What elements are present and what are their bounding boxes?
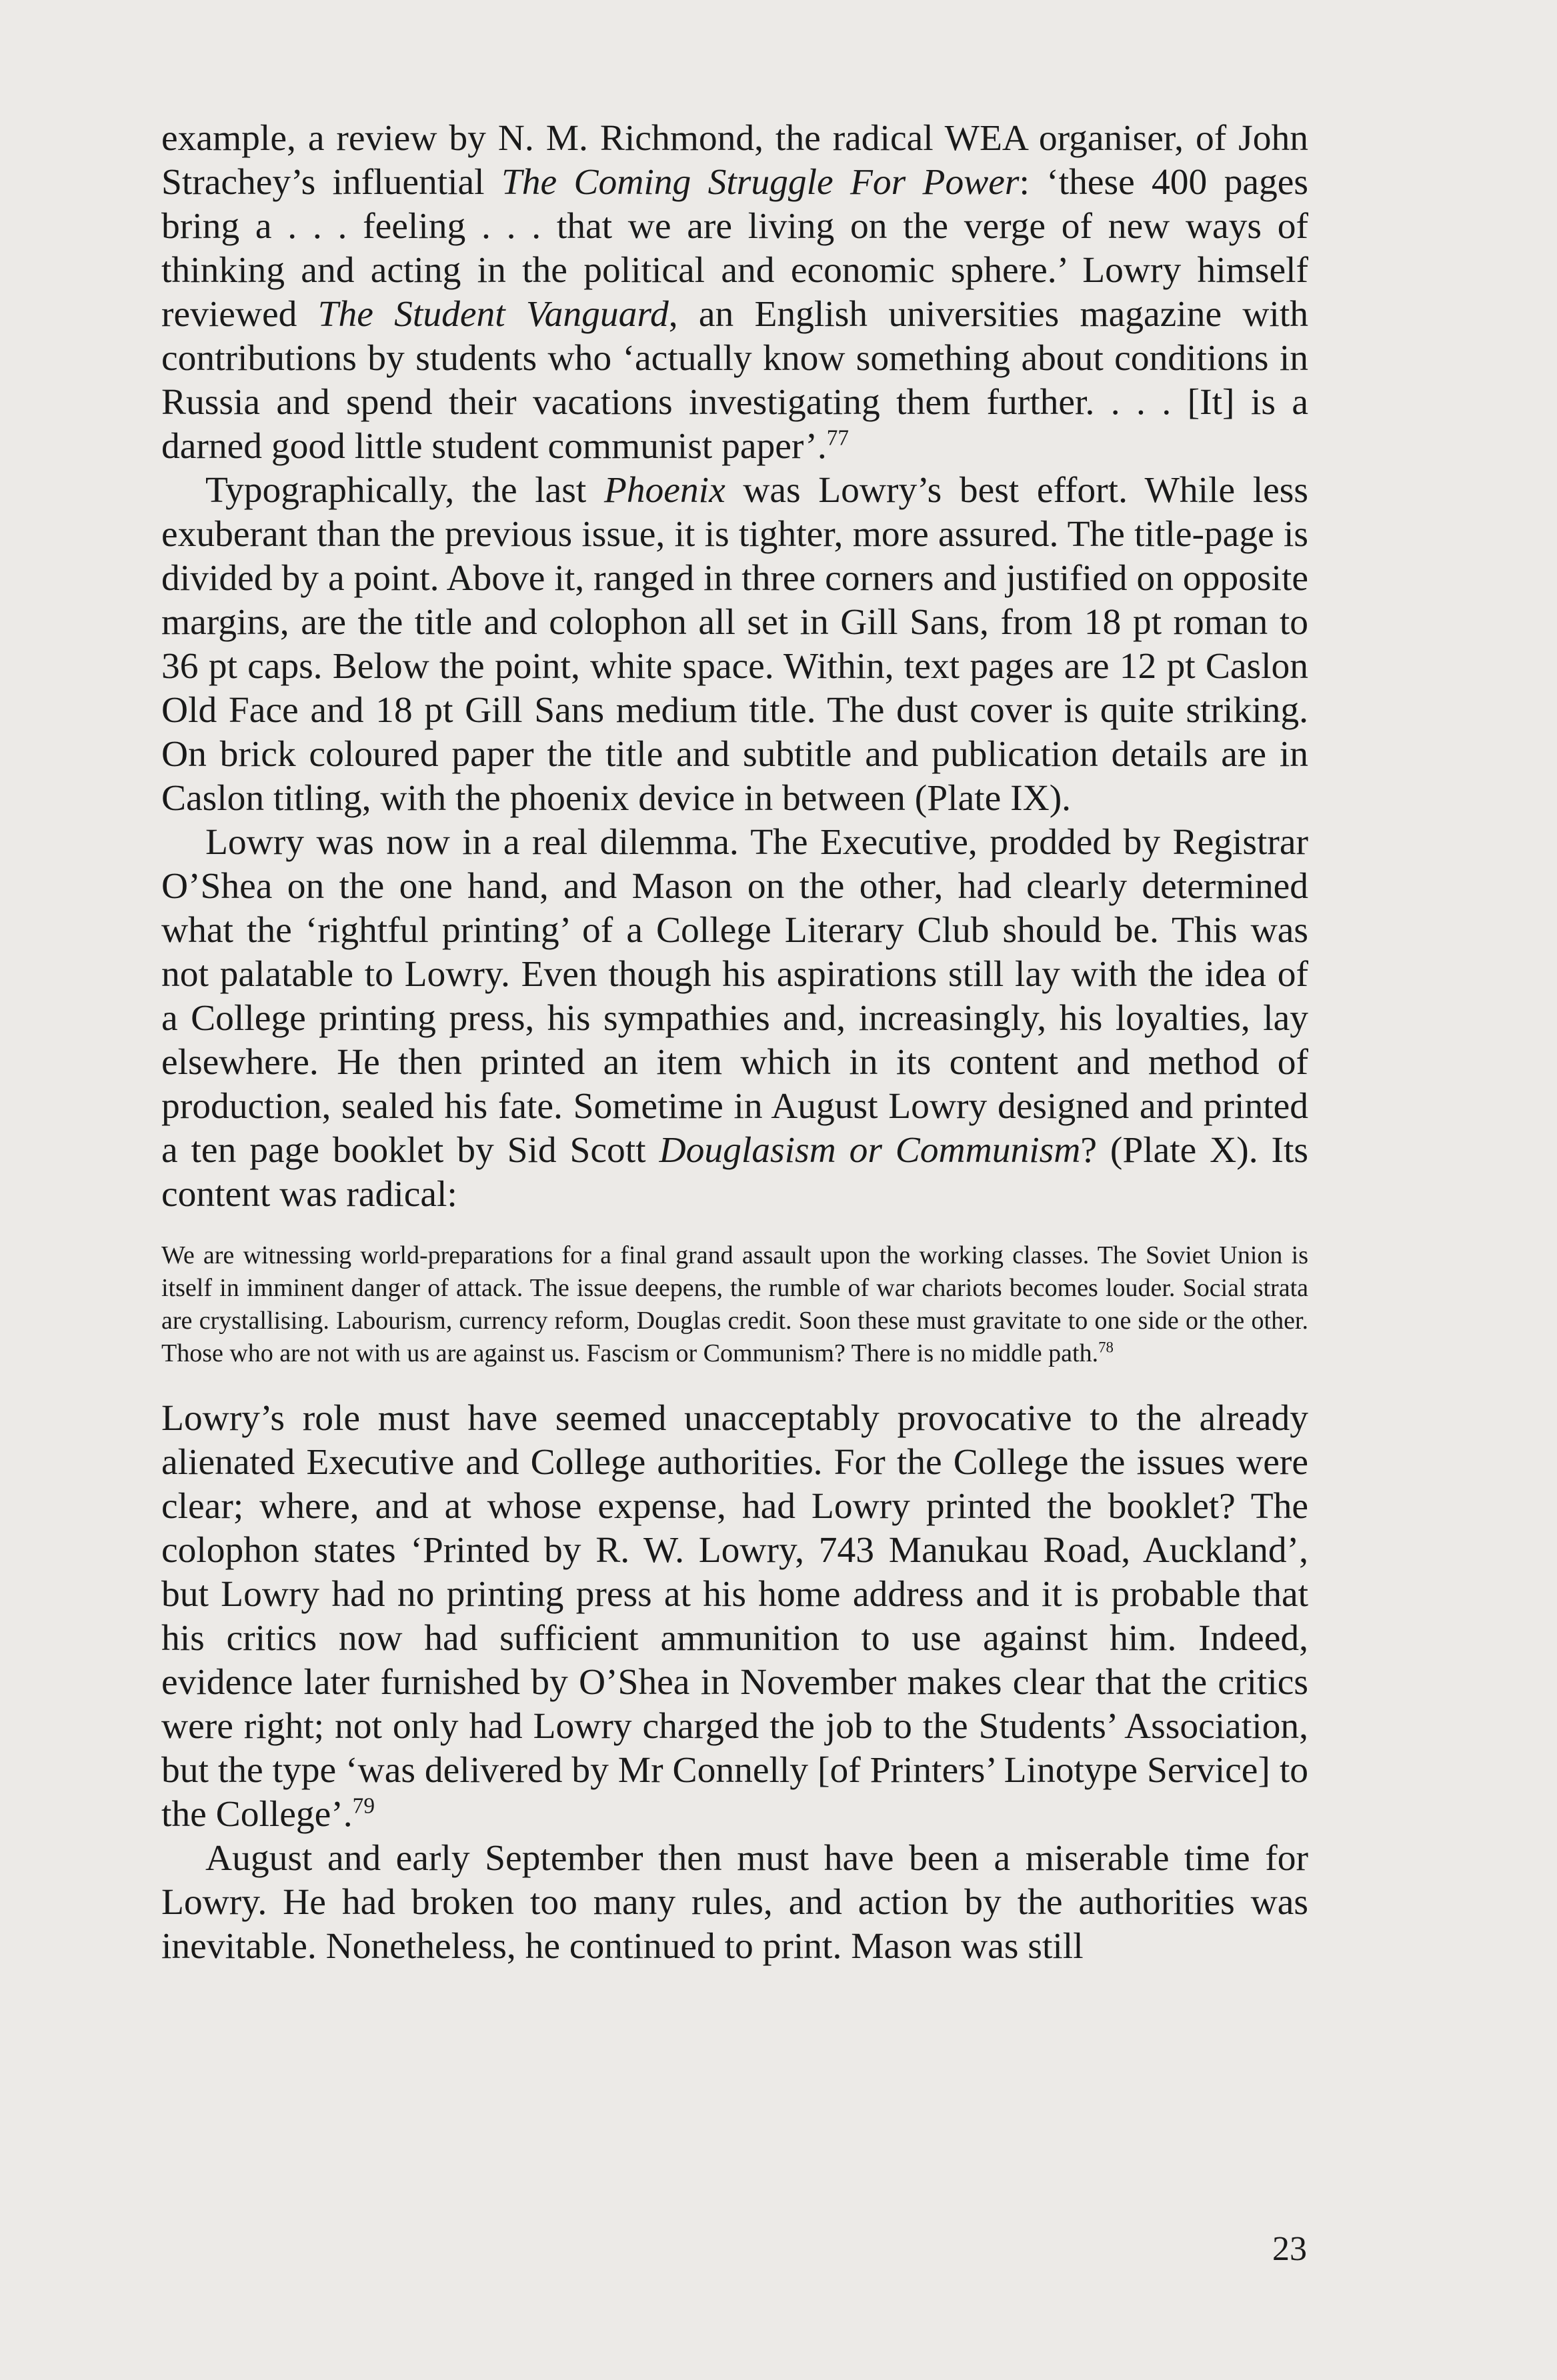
paragraph-4: Lowry’s role must have seemed unacceptably provocative to the already alienated Executive and College authorities. For the College the issues were clear; where, and at whose expense, had Lowry printed the booklet? The colophon states ‘Printed by R. W. Lowry, 743 Manukau Road, Auckland’, but Lowry had no printing press at his home address and it is probable that his critics now had sufficient ammunition to use against him. Indeed, evidence later furnished by O’Shea in November makes clear that the critics were right; not only had Lowry charged the job to the Students’ Association, but the type ‘was delivered by Mr Connelly [of Printers’ Linotype Service] to the College’.$^{79}$ <box>161 1398 1308 1835</box>
book-title-coming-struggle: The Coming Struggle For Power <box>501 162 1020 203</box>
paragraph-3: Lowry was now in a real dilemma. The Executive, prodded by Registrar O’Shea on the one hand, and Mason on the other, had clearly determined what the ‘rightful printing’ of a College Literary Club should be. This was not palatable to Lowry. Even though his aspirations still lay with the idea of a College printing press, his sympathies and, increasingly, his loyalties, lay elsewhere. He then printed an item which in its content and method of production, sealed his fate. Sometime in August Lowry designed and printed a ten page booklet by Sid Scott Douglasism or Communism? (Plate X). Its content was radical: <box>161 822 1308 1215</box>
page-number: 23 <box>1272 2230 1307 2268</box>
magazine-title-student-vanguard: The Student Vanguard <box>317 294 669 335</box>
footnote-ref-78: 78 <box>1098 1339 1114 1356</box>
journal-title-phoenix: Phoenix <box>603 470 725 511</box>
booklet-title-douglasism: Douglasism or Communism <box>659 1130 1081 1171</box>
footnote-ref-77: 77 <box>826 425 850 451</box>
paragraph-5: August and early September then must have been a miserable time for Lowry. He had broken too many rules, and action by the authorities was inevitable. Nonetheless, he continued to print. Mason was still <box>161 1838 1308 1967</box>
text-column <box>161 117 1308 1969</box>
block-quote <box>161 1239 1308 1370</box>
paragraph-2: Typographically, the last Phoenix was Lowry’s best effort. While less exuberant than the previous issue, it is tighter, more assured. The title-page is divided by a point. Above it, ranged in three corners and justified on opposite margins, are the title and colophon all set in Gill Sans, from 18 pt roman to 36 pt caps. Below the point, white space. Within, text pages are 12 pt Caslon Old Face and 18 pt Gill Sans medium title. The dust cover is quite striking. On brick coloured paper the title and subtitle and publication details are in Caslon titling, with the phoenix device in between (Plate IX). <box>161 470 1308 819</box>
quote-text: We are witnessing world-preparations for a final grand assault upon the working classes. The Soviet Union is itself in imminent danger of attack. The issue deepens, the rumble of war chariots becomes louder. Social strata are crystallising. Labourism, currency reform, Douglas credit. Soon these must gravitate to one side or the other. Those who are not with us are against us. Fascism or Communism? There is no middle path. <box>161 1241 1308 1367</box>
footnote-ref-79: 79 <box>352 1793 375 1819</box>
paragraph-1: example, a review by N. M. Richmond, the radical WEA organiser, of John Strachey’s influential The Coming Struggle For Power: ‘these 400 pages bring a . . . feeling . . . that we are living on the verge of new ways of thinking and acting in the political and economic sphere.’ Lowry himself reviewed The Student Vanguard, an English universities magazine with contributions by students who ‘actually know something about conditions in Russia and spend their vacations investigating them further. . . . [It] is a darned good little student communist paper’.$^{77}$ <box>161 118 1309 467</box>
